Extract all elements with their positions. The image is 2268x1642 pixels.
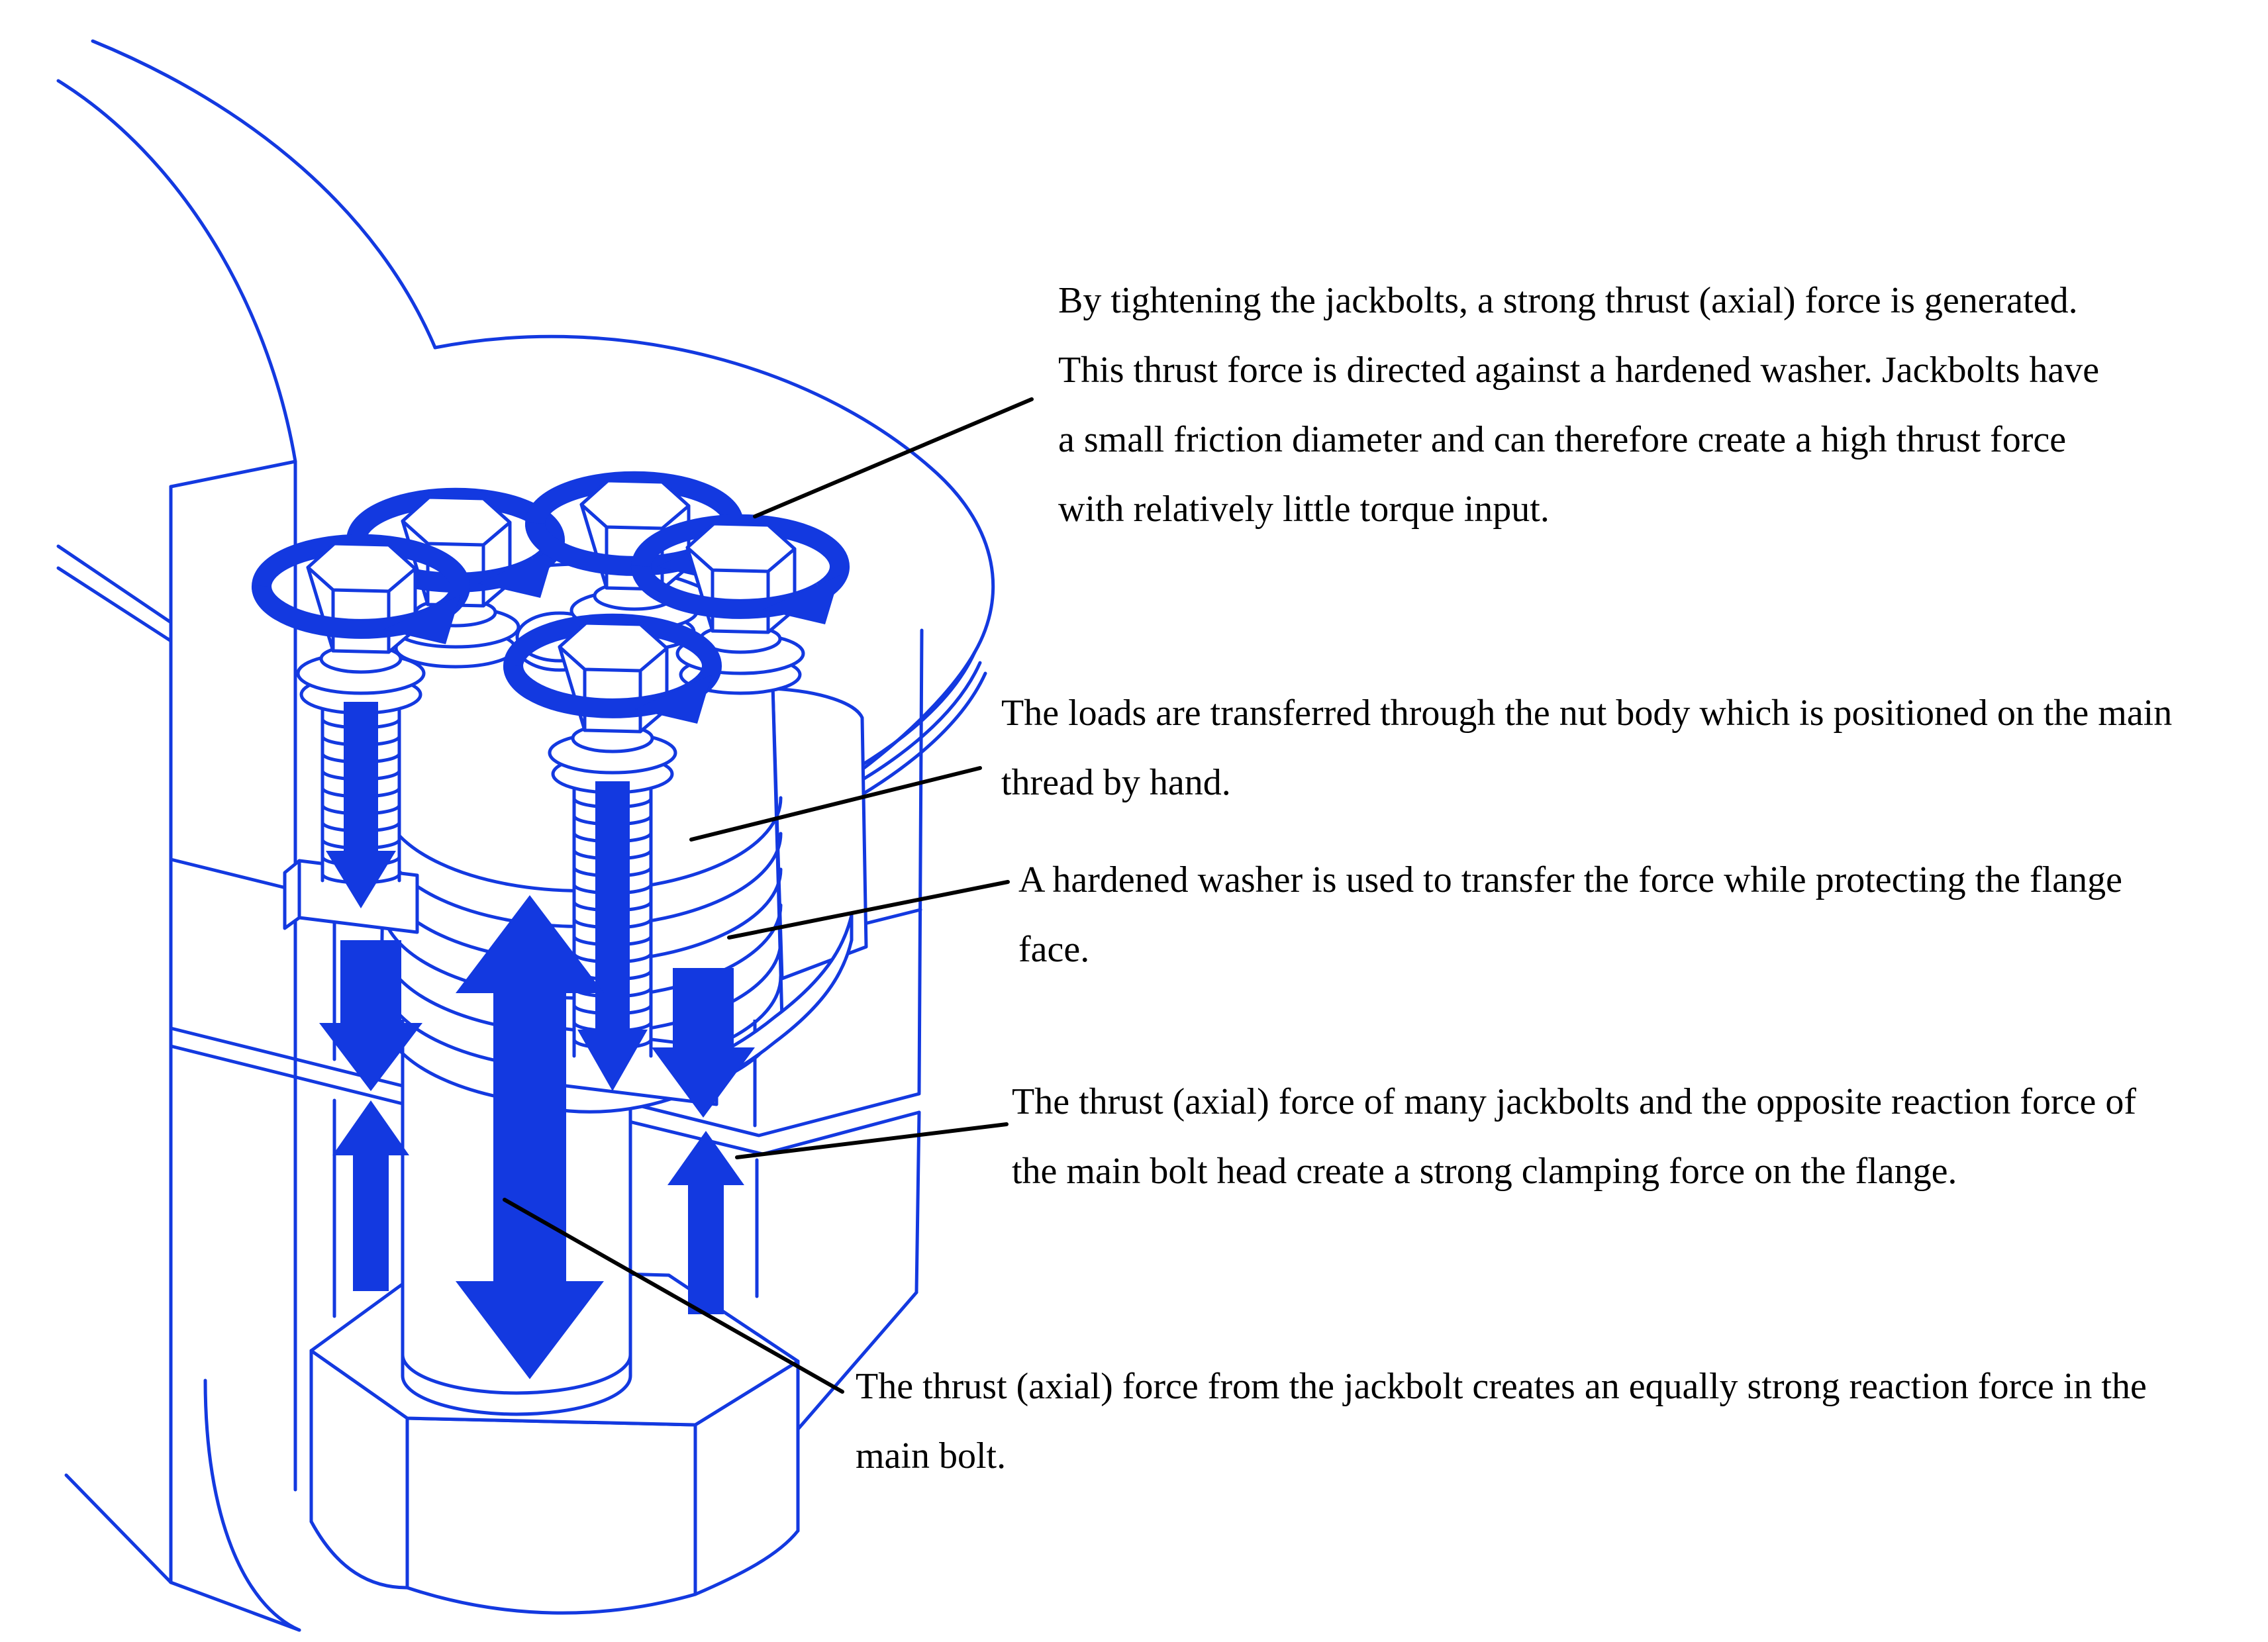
clamp-arrow-left-up <box>332 1100 409 1291</box>
annotation-line: thread by hand. <box>1001 762 1231 803</box>
annotation-line: with relatively little torque input. <box>1058 489 1550 530</box>
annotation-clamping-force <box>1012 1067 2136 1206</box>
annotation-line: The loads are transferred through the nut body which is positioned on the main <box>1001 693 2173 734</box>
annotation-line: face. <box>1018 929 1090 970</box>
annotation-line: The thrust (axial) force of many jackbolts and the opposite reaction force of <box>1012 1081 2137 1122</box>
annotation-line: A hardened washer is used to transfer the force while protecting the flange <box>1018 859 2122 900</box>
annotation-jackbolts <box>1058 266 2099 544</box>
annotation-line: This thrust force is directed against a hardened washer. Jackbolts have <box>1058 350 2100 391</box>
annotation-hardened-washer <box>1018 845 2122 985</box>
annotation-line: main bolt. <box>856 1435 1007 1476</box>
annotation-main-bolt <box>856 1352 2147 1491</box>
annotation-line: the main bolt head create a strong clamping force on the flange. <box>1012 1151 1957 1192</box>
annotation-line: The thrust (axial) force from the jackbolt creates an equally strong reaction force in the <box>856 1366 2147 1407</box>
annotation-line: By tightening the jackbolts, a strong thrust (axial) force is generated. <box>1058 280 2078 321</box>
annotation-nut-body <box>1001 679 2172 818</box>
callout-line-jackbolts <box>755 399 1032 516</box>
annotation-line: a small friction diameter and can therefore create a high thrust force <box>1058 419 2067 460</box>
